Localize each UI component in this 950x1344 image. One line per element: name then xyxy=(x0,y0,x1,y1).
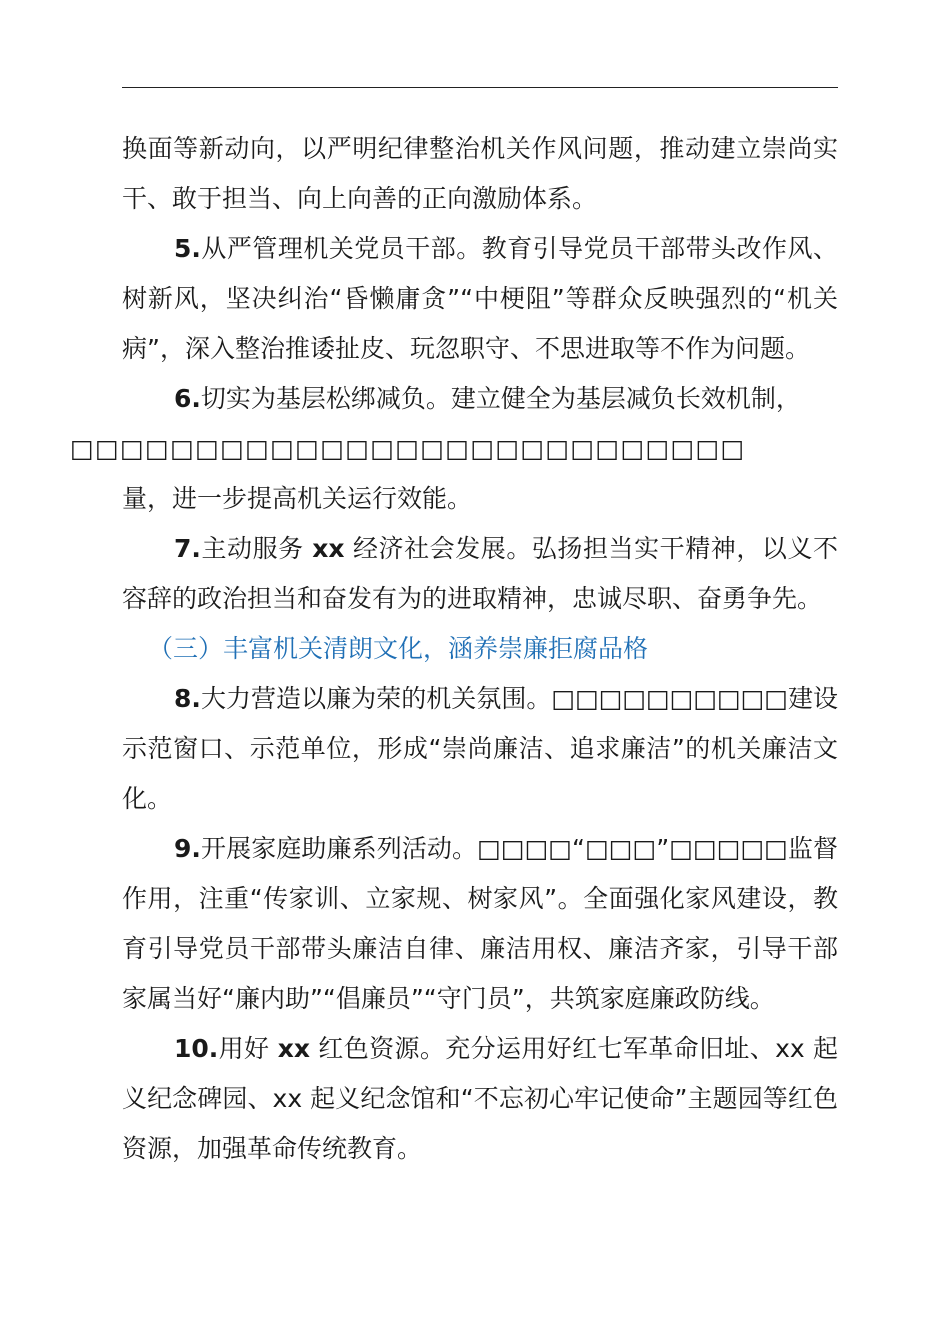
item-number: 10. xyxy=(174,1034,219,1063)
item-number: 7. xyxy=(174,534,201,563)
placeholder-xx: xx xyxy=(312,534,345,563)
paragraph-text: 主动服务 xyxy=(200,534,313,563)
paragraph-text: 换面等新动向，以严明纪律整治机关作风问题，推动建立崇尚实干、敢于担当、向上向善的正向激励体系。 xyxy=(122,134,838,213)
item-number: 5. xyxy=(174,234,201,263)
paragraph-item-6 xyxy=(70,374,838,524)
item-number: 8. xyxy=(174,684,201,713)
paragraph-item-7 xyxy=(122,524,838,624)
paragraph-item-10 xyxy=(122,1024,838,1174)
item-number: 6. xyxy=(174,384,201,413)
paragraph-text: 用好 xyxy=(218,1034,278,1063)
heading-text: （三）丰富机关清朗文化，涵养崇廉拒腐品格 xyxy=(148,634,649,663)
paragraph-text: 经济社会发展。弘扬担当实干精神，以义不容辞的政治担当和奋发有为的进取精神，忠诚尽职、奋勇争先。 xyxy=(122,534,838,613)
paragraph-continuation xyxy=(122,124,838,224)
paragraph-item-9 xyxy=(122,824,838,1024)
paragraph-text: 大力营造以廉为荣的机关氛围。□□□□□□□□□□建设示范窗口、示范单位，形成“崇尚廉洁、追求廉洁”的机关廉洁文化。 xyxy=(122,684,838,813)
paragraph-item-8 xyxy=(122,674,838,824)
paragraph-text: 开展家庭助廉系列活动。□□□□“□□□”□□□□□监督作用，注重“传家训、立家规、树家风”。全面强化家风建设，教育引导党员干部带头廉洁自律、廉洁用权、廉洁齐家，引导干部家属当好“廉内助”“倡廉员”“守门员”，共筑家庭廉政防线。 xyxy=(122,834,838,1013)
item-number: 9. xyxy=(174,834,201,863)
paragraph-item-5 xyxy=(122,224,838,374)
missing-glyphs-line: □□□□□□□□□□□□□□□□□□□□□□□□□□□ xyxy=(70,434,746,463)
header-rule xyxy=(122,87,838,88)
placeholder-xx: xx xyxy=(277,1034,311,1063)
section-heading-3 xyxy=(122,624,838,674)
document-body xyxy=(70,124,838,1174)
paragraph-text: 切实为基层松绑减负。建立健全为基层减负长效机制， xyxy=(200,384,801,413)
paragraph-text: 红色资源。充分运用好红七军革命旧址、xx 起义纪念碑园、xx 起义纪念馆和“不忘初心牢记使命”主题园等红色资源，加强革命传统教育。 xyxy=(122,1034,838,1163)
paragraph-text: 从严管理机关党员干部。教育引导党员干部带头改作风、树新风，坚决纠治“昏懒庸贪”“中梗阻”等群众反映强烈的“机关病”，深入整治推诿扯皮、玩忽职守、不思进取等不作为问题。 xyxy=(122,234,838,363)
paragraph-text: 量，进一步提高机关运行效能。 xyxy=(122,484,473,513)
